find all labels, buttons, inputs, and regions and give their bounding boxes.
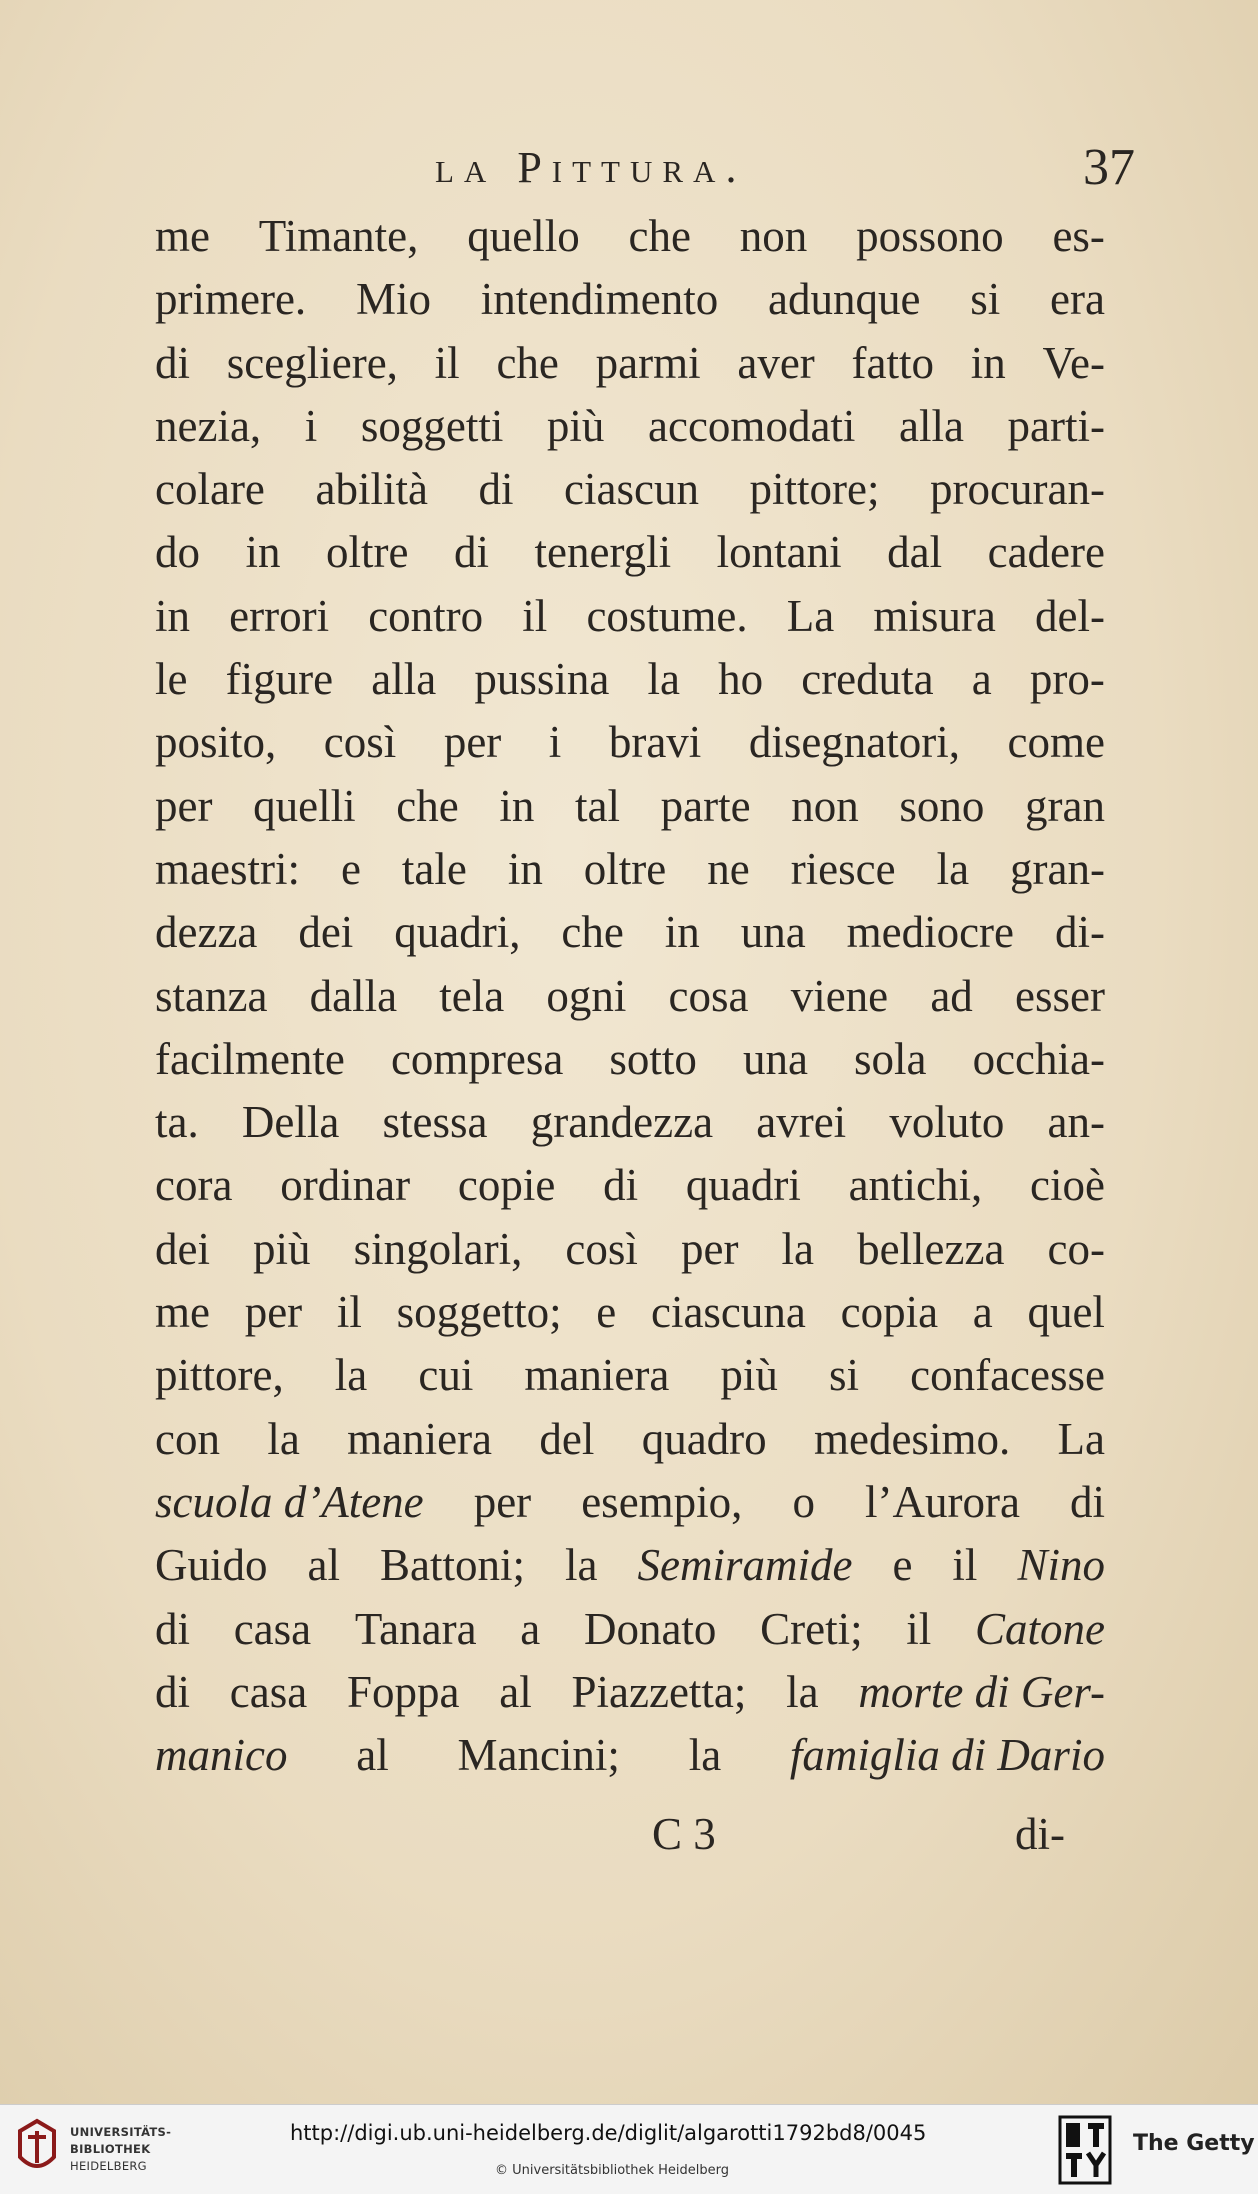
word: di	[1069, 1476, 1105, 1527]
word: il	[906, 1603, 932, 1654]
word: primere.	[155, 274, 307, 325]
word: dezza	[155, 907, 258, 958]
word: di	[453, 527, 489, 578]
word: esser	[1014, 970, 1105, 1021]
word: il	[434, 337, 460, 388]
text-line	[155, 711, 1105, 774]
text-line	[155, 205, 1105, 268]
word: la	[267, 1413, 300, 1464]
word: oltre	[583, 843, 667, 894]
word: ogni	[546, 970, 627, 1021]
text-line	[155, 1028, 1105, 1091]
word: era	[1050, 274, 1105, 325]
word: voluto	[889, 1097, 1005, 1148]
word: parte	[660, 780, 751, 831]
text-line	[155, 585, 1105, 648]
word: di	[155, 337, 191, 388]
word: sotto	[609, 1033, 697, 1084]
word: di-	[1054, 907, 1105, 958]
word: copie	[457, 1160, 556, 1211]
word: figure	[225, 654, 334, 705]
word: Mancini;	[457, 1730, 620, 1781]
word: confacesse	[910, 1350, 1105, 1401]
word: così	[323, 717, 397, 768]
word: e	[596, 1287, 617, 1338]
text-line	[155, 268, 1105, 331]
word: cui	[418, 1350, 474, 1401]
word: pittore,	[155, 1350, 284, 1401]
word: scuola d’Atene	[155, 1476, 424, 1527]
text-line	[155, 521, 1105, 584]
word: ordinar	[280, 1160, 411, 1211]
word: in	[245, 527, 281, 578]
word: Della	[241, 1097, 340, 1148]
text-line	[155, 1598, 1105, 1661]
word: oltre	[326, 527, 409, 578]
word: esempio,	[581, 1476, 743, 1527]
word: Ve-	[1042, 337, 1105, 388]
word: adunque	[768, 274, 921, 325]
word: dalla	[309, 970, 398, 1021]
word: così	[565, 1223, 638, 1274]
text-line	[155, 1281, 1105, 1344]
word: ho	[718, 654, 764, 705]
word: per	[443, 717, 502, 768]
word: costume.	[586, 590, 748, 641]
word: quadri	[685, 1160, 801, 1211]
word: gran	[1024, 780, 1105, 831]
text-line	[155, 1408, 1105, 1471]
library-logo[interactable]	[14, 2115, 172, 2185]
word: di	[603, 1160, 639, 1211]
text-line	[155, 1661, 1105, 1724]
word: si	[970, 274, 1001, 325]
word: quel	[1027, 1287, 1105, 1338]
word: tela	[439, 970, 505, 1021]
word: con	[155, 1413, 220, 1464]
word: più	[253, 1223, 311, 1274]
library-logo-line: UNIVERSITÄTS-	[70, 2125, 172, 2139]
word: cosa	[668, 970, 749, 1021]
page-header	[435, 139, 1135, 202]
word: cadere	[987, 527, 1105, 578]
text-line	[155, 1344, 1105, 1407]
word: copia	[840, 1287, 939, 1338]
word: errori	[229, 590, 330, 641]
word: Nino	[1017, 1540, 1105, 1591]
word: che	[628, 211, 691, 261]
word: si	[829, 1350, 860, 1401]
word: al	[307, 1540, 340, 1591]
word: quelli	[253, 780, 356, 831]
word: maniera	[524, 1350, 670, 1401]
word: Creti;	[760, 1603, 863, 1654]
word: ne	[707, 843, 750, 894]
word: dei	[298, 907, 354, 958]
word: e	[340, 843, 361, 894]
word: maestri:	[155, 843, 300, 894]
word: al	[499, 1666, 532, 1717]
word: di	[155, 1666, 191, 1717]
word: parmi	[595, 337, 701, 388]
word: più	[720, 1350, 778, 1401]
word: casa	[233, 1603, 312, 1654]
text-line	[155, 1154, 1105, 1217]
word: una	[740, 907, 806, 958]
word: cora	[155, 1160, 233, 1211]
word: posito,	[155, 717, 277, 768]
word: di	[478, 464, 514, 515]
word: maniera	[347, 1413, 493, 1464]
copyright-notice: © Universitätsbibliothek Heidelberg	[495, 2163, 730, 2178]
word: le	[155, 654, 188, 705]
library-logo-line: HEIDELBERG	[70, 2159, 147, 2173]
word: procuran-	[930, 464, 1105, 515]
word: quadri,	[394, 907, 521, 958]
permalink-url[interactable]: http://digi.ub.uni-heidelberg.de/diglit/algarotti1792bd8/0045	[290, 2121, 927, 2145]
word: La	[786, 590, 835, 641]
signature-mark: C 3	[652, 1809, 716, 1859]
word: riesce	[790, 843, 896, 894]
word: colare	[155, 464, 265, 515]
word: soggetti	[360, 400, 504, 451]
text-line	[155, 1091, 1105, 1154]
word: quello	[467, 211, 580, 261]
word: a	[972, 1287, 993, 1338]
word: Catone	[975, 1603, 1105, 1654]
word: più	[546, 400, 605, 451]
word: che	[496, 337, 559, 388]
word: la	[688, 1730, 722, 1781]
word: viene	[790, 970, 889, 1021]
text-line	[155, 1218, 1105, 1281]
word: stanza	[155, 970, 268, 1021]
word: Mio	[355, 274, 431, 325]
word: lontani	[716, 527, 842, 578]
word: occhia-	[972, 1033, 1105, 1084]
running-head: la Pittura.	[435, 143, 747, 192]
word: aver	[737, 337, 815, 388]
word: medesimo.	[813, 1413, 1011, 1464]
word: che	[396, 780, 459, 831]
text-line	[155, 1534, 1105, 1597]
word: Piazzetta;	[571, 1666, 747, 1717]
word: misura	[873, 590, 996, 641]
word: alla	[899, 400, 964, 451]
word: antichi,	[848, 1160, 983, 1211]
library-logo-line: BIBLIOTHEK	[70, 2142, 151, 2156]
text-line	[155, 838, 1105, 901]
word: bellezza	[857, 1223, 1005, 1274]
word: accomodati	[648, 400, 856, 451]
word: una	[742, 1033, 808, 1084]
partner-name[interactable]: The Getty	[1133, 2131, 1255, 2156]
word: ciascun	[564, 464, 699, 515]
word: Timante,	[258, 211, 419, 261]
word: per	[244, 1287, 303, 1338]
word: facilmente	[155, 1033, 345, 1084]
word: parti-	[1007, 400, 1105, 451]
word: e	[892, 1540, 913, 1591]
word: gran-	[1010, 843, 1105, 894]
word: Semiramide	[637, 1540, 853, 1591]
word: Tanara	[354, 1603, 477, 1654]
word: singolari,	[353, 1223, 523, 1274]
body-text	[155, 205, 1105, 1787]
word: o	[792, 1476, 815, 1527]
word: la	[936, 843, 970, 894]
word: pittore;	[749, 464, 880, 515]
word: creduta	[801, 654, 934, 705]
word: per	[473, 1476, 532, 1527]
word: avrei	[756, 1097, 847, 1148]
word: alla	[371, 654, 437, 705]
word: non	[791, 780, 859, 831]
word: in	[664, 907, 700, 958]
word: di	[155, 1603, 191, 1654]
word: il	[522, 590, 548, 641]
text-line	[155, 965, 1105, 1028]
text-line	[155, 1724, 1105, 1787]
word: tale	[401, 843, 467, 894]
word: pussina	[474, 654, 610, 705]
word: ad	[930, 970, 973, 1021]
word: la	[334, 1350, 368, 1401]
word: possono	[856, 211, 1004, 261]
text-line	[155, 648, 1105, 711]
word: famiglia di Dario	[789, 1730, 1105, 1781]
word: casa	[229, 1666, 308, 1717]
word: a	[971, 654, 992, 705]
word: me	[155, 211, 210, 261]
word: scegliere,	[226, 337, 398, 388]
page-footer	[155, 1808, 1105, 1868]
page-number: 37	[1083, 139, 1135, 196]
word: sola	[854, 1033, 927, 1084]
word: dal	[887, 527, 943, 578]
word: mediocre	[846, 907, 1015, 958]
word: come	[1007, 717, 1105, 768]
word: in	[970, 337, 1006, 388]
text-line	[155, 775, 1105, 838]
word: abilità	[315, 464, 428, 515]
word: nezia,	[155, 400, 262, 451]
word: la	[786, 1666, 819, 1717]
word: es-	[1052, 211, 1105, 261]
text-line	[155, 901, 1105, 964]
word: cioè	[1030, 1160, 1105, 1211]
text-line	[155, 458, 1105, 521]
text-line	[155, 332, 1105, 395]
word: ciascuna	[650, 1287, 806, 1338]
word: del	[539, 1413, 595, 1464]
word: tenergli	[534, 527, 672, 578]
word: che	[561, 907, 624, 958]
catchword: di-	[1015, 1809, 1065, 1859]
word: tal	[574, 780, 620, 831]
word: grandezza	[530, 1097, 714, 1148]
word: Donato	[583, 1603, 717, 1654]
word: stessa	[382, 1097, 488, 1148]
word: non	[739, 211, 808, 261]
word: do	[155, 527, 200, 578]
word: intendimento	[480, 274, 719, 325]
word: ta.	[155, 1097, 199, 1148]
word: bravi	[608, 717, 702, 768]
word: i	[548, 717, 562, 768]
word: pro-	[1029, 654, 1105, 705]
word: in	[499, 780, 535, 831]
word: l’Aurora	[864, 1476, 1020, 1527]
word: contro	[368, 590, 484, 641]
word: Foppa	[346, 1666, 460, 1717]
word: morte di Ger-	[858, 1666, 1105, 1717]
word: sono	[899, 780, 985, 831]
word: in	[155, 590, 191, 641]
word: il	[952, 1540, 978, 1591]
word: per	[155, 780, 213, 831]
word: per	[680, 1223, 739, 1274]
word: Guido	[155, 1540, 268, 1591]
word: compresa	[390, 1033, 564, 1084]
word: Battoni;	[379, 1540, 525, 1591]
word: co-	[1047, 1223, 1105, 1274]
viewer-footer-bar	[0, 2104, 1258, 2194]
word: la	[781, 1223, 814, 1274]
word: il	[336, 1287, 362, 1338]
word: quadro	[641, 1413, 767, 1464]
word: dei	[155, 1223, 210, 1274]
word: la	[564, 1540, 598, 1591]
word: manico	[155, 1730, 288, 1781]
text-line	[155, 1471, 1105, 1534]
word: soggetto;	[396, 1287, 562, 1338]
text-line	[155, 395, 1105, 458]
word: in	[507, 843, 543, 894]
word: me	[155, 1287, 210, 1338]
word: la	[647, 654, 680, 705]
word: a	[520, 1603, 541, 1654]
word: La	[1057, 1413, 1105, 1464]
word: del-	[1034, 590, 1105, 641]
word: al	[356, 1730, 389, 1781]
heidelberg-seal-icon	[14, 2117, 60, 2179]
word: disegnatori,	[748, 717, 961, 768]
getty-logo-icon[interactable]	[1058, 2115, 1112, 2185]
word: i	[304, 400, 318, 451]
word: an-	[1047, 1097, 1105, 1148]
word: fatto	[851, 337, 935, 388]
